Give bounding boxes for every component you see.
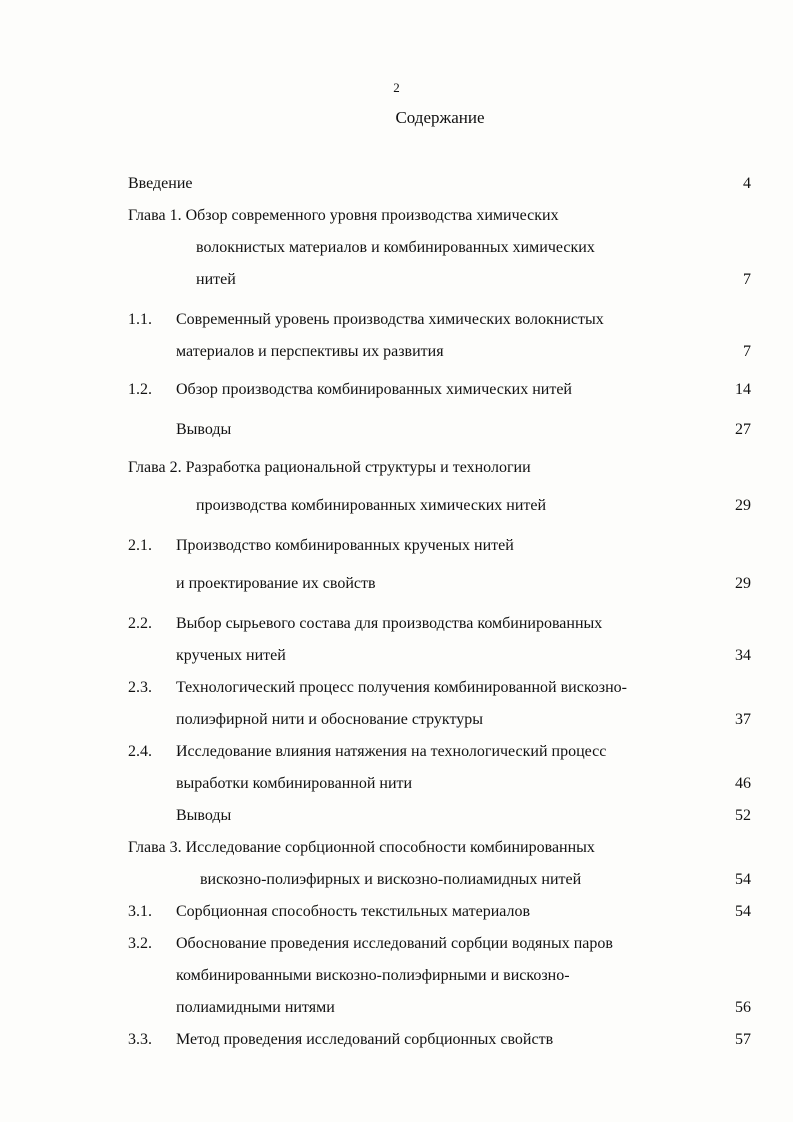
toc-entry-number: 3.1. xyxy=(128,903,152,920)
toc-entry-label: Введение xyxy=(128,175,193,192)
toc-entry-number: 2.1. xyxy=(128,537,152,554)
toc-entry-number: 1.2. xyxy=(128,381,152,398)
toc-entry-continuation: и проектирование их свойств xyxy=(176,575,376,592)
toc-entry-page: 54 xyxy=(735,871,751,888)
toc-entry-number: 1.1. xyxy=(128,311,152,328)
toc-entry-label: Выводы xyxy=(176,421,232,438)
toc-entry-continuation: производства комбинированных химических нитей xyxy=(196,497,547,514)
toc-entry-continuation: нитей xyxy=(196,271,236,288)
toc-entry-label: Производство комбинированных крученых нитей xyxy=(176,537,514,554)
toc-entry-continuation: крученых нитей xyxy=(176,647,286,664)
toc-entry-page: 37 xyxy=(735,711,751,728)
toc-entry-page: 27 xyxy=(735,421,751,438)
toc-chapter-label: Глава 1. Обзор современного уровня производства химических xyxy=(128,207,559,224)
toc-entry-continuation: выработки комбинированной нити xyxy=(176,775,413,792)
page-number: 2 xyxy=(393,80,400,95)
toc-entry-continuation: вискозно-полиэфирных и вискозно-полиамидных нитей xyxy=(200,871,582,888)
toc-entry-continuation: полиэфирной нити и обоснование структуры xyxy=(176,711,484,728)
toc-entry-page: 29 xyxy=(735,575,751,592)
toc-entry-page: 52 xyxy=(735,807,751,824)
toc-entry-page: 34 xyxy=(735,647,751,664)
toc-entry-label: Метод проведения исследований сорбционных свойств xyxy=(176,1031,554,1048)
toc-entry-number: 2.4. xyxy=(128,743,152,760)
toc-entry-number: 2.3. xyxy=(128,679,152,696)
toc-entry-continuation: комбинированными вискозно-полиэфирными и вискозно- xyxy=(176,967,570,984)
toc-entry-label: Обоснование проведения исследований сорбции водяных паров xyxy=(176,935,613,952)
toc-entry-label: Технологический процесс получения комбинированной вискозно- xyxy=(176,679,627,696)
page-title: Содержание xyxy=(395,108,485,127)
toc-entry-page: 29 xyxy=(735,497,751,514)
toc-entry-continuation: полиамидными нитями xyxy=(176,999,335,1016)
toc-entry-page: 7 xyxy=(743,343,751,360)
toc-entry-page: 46 xyxy=(735,775,751,792)
toc-entry-continuation: волокнистых материалов и комбинированных химических xyxy=(196,239,595,256)
toc-entry-continuation: материалов и перспективы их развития xyxy=(176,343,444,360)
toc-entry-label: Выбор сырьевого состава для производства комбинированных xyxy=(176,615,603,632)
toc-entry-page: 4 xyxy=(743,175,751,192)
toc-chapter-label: Глава 2. Разработка рациональной структуры и технологии xyxy=(128,459,531,476)
toc-entry-number: 3.2. xyxy=(128,935,152,952)
toc-entry-page: 14 xyxy=(735,381,751,398)
toc-entry-label: Сорбционная способность текстильных материалов xyxy=(176,903,531,920)
toc-chapter-label: Глава 3. Исследование сорбционной способности комбинированных xyxy=(128,839,595,856)
toc-entry-label: Выводы xyxy=(176,807,232,824)
toc-entry-page: 57 xyxy=(735,1031,751,1048)
toc-entry-label: Исследование влияния натяжения на технологический процесс xyxy=(176,743,607,760)
toc-entry-page: 54 xyxy=(735,903,751,920)
toc-entry-label: Обзор производства комбинированных химических нитей xyxy=(176,381,572,398)
toc-entry-page: 7 xyxy=(743,271,751,288)
toc-entry-label: Современный уровень производства химических волокнистых xyxy=(176,311,604,328)
toc-entry-page: 56 xyxy=(735,999,751,1016)
toc-entry-number: 3.3. xyxy=(128,1031,152,1048)
toc-entry-number: 2.2. xyxy=(128,615,152,632)
